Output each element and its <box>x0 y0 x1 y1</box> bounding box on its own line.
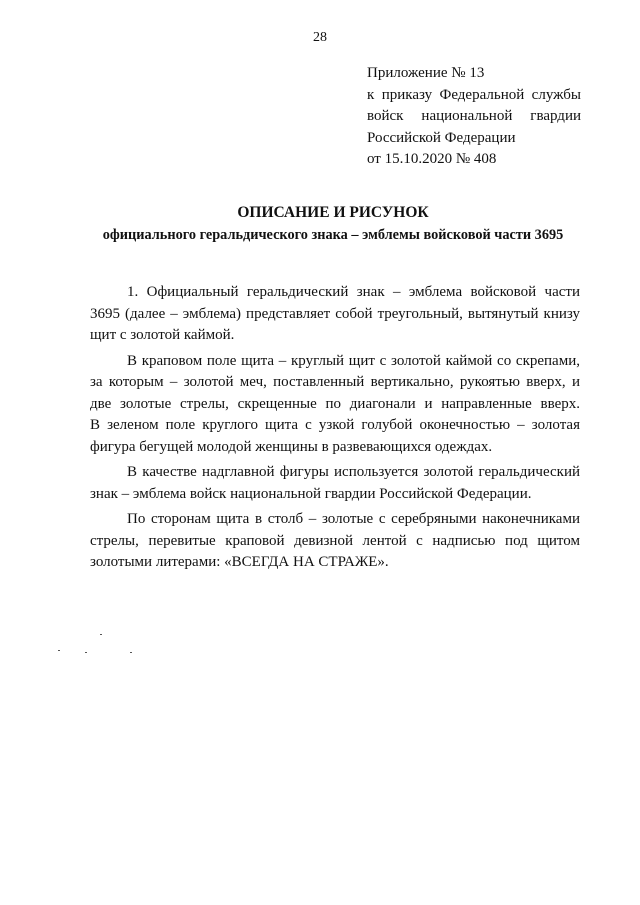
paragraph <box>90 462 580 505</box>
text-line: за которым – золотой меч, поставленный вертикально, рукоятью вверх, и <box>90 374 580 390</box>
appendix-line: войск национальной гвардии <box>367 108 581 124</box>
paragraph <box>90 509 580 574</box>
scan-speck <box>130 652 132 653</box>
text-line: По сторонам щита в столб – золотые с серебряными наконечниками <box>127 511 580 527</box>
text-line: фигура бегущей молодой женщины в развевающихся одеждах. <box>90 438 493 455</box>
appendix-line: к приказу Федеральной службы <box>367 86 581 103</box>
text-line: В краповом поле щита – круглый щит с золотой каймой со скрепами, <box>127 352 580 369</box>
text-line: знак – эмблема войск национальной гвардии Российской Федерации. <box>90 485 532 502</box>
appendix-block <box>367 63 581 171</box>
text-line: две золотые стрелы, скрещенные по диагонали и направленные вверх. <box>90 395 580 412</box>
document-heading <box>0 203 640 245</box>
document-subtitle: официального геральдического знака – эмблемы войсковой части 3695 <box>102 227 564 243</box>
page-number: 28 <box>313 30 327 45</box>
text-line: стрелы, перевитые краповой девизной лентой с надписью под щитом <box>90 532 580 549</box>
document-title: ОПИСАНИЕ И РИСУНОК <box>237 204 429 221</box>
text-line: щит с золотой каймой. <box>90 327 235 343</box>
appendix-line: от 15.10.2020 № 408 <box>367 151 497 167</box>
text-line: 3695 (далее – эмблема) представляет собой треугольный, вытянутый книзу <box>90 305 580 322</box>
paragraph <box>90 282 580 347</box>
scan-speck <box>85 652 87 653</box>
appendix-line: Российской Федерации <box>367 129 516 146</box>
text-line: золотыми литерами: «ВСЕГДА НА СТРАЖЕ». <box>90 554 389 570</box>
paragraph <box>90 351 580 459</box>
text-line: 1. Официальный геральдический знак – эмблема войсковой части <box>127 284 580 300</box>
text-line: В зеленом поле круглого щита с узкой голубой оконечностью – золотая <box>90 417 580 433</box>
appendix-line: Приложение № 13 <box>367 65 485 81</box>
document-body <box>90 282 580 574</box>
scan-speck <box>100 634 102 635</box>
text-line: В качестве надглавной фигуры используется золотой геральдический <box>127 464 580 480</box>
scan-speck <box>58 650 60 651</box>
